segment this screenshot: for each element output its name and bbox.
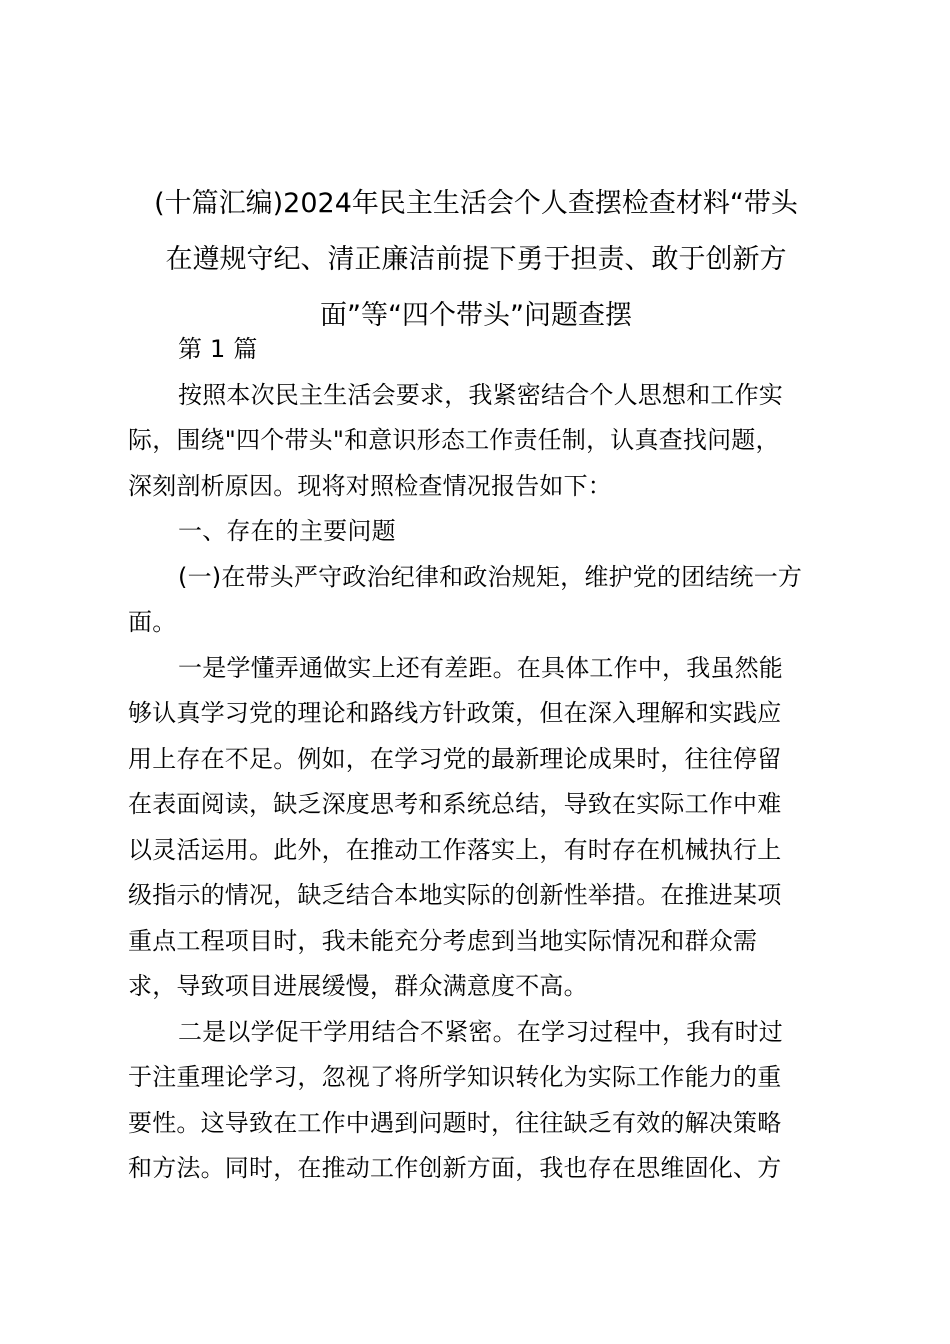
paragraph-intro — [128, 373, 828, 510]
paragraph-line: 一是学懂弄通做实上还有差距。在具体工作中，我虽然能 — [178, 653, 783, 682]
paragraph-line: 用上存在不足。例如，在学习党的最新理论成果时，往往停留 — [128, 744, 782, 773]
paragraph-line: 求，导致项目进展缓慢，群众满意度不高。 — [128, 972, 588, 1000]
paragraph-line: 面。 — [128, 608, 177, 636]
paragraph-line: 要性。这导致在工作中遇到问题时，往往缺乏有效的解决策略 — [128, 1108, 782, 1137]
paragraph-line: 深刻剖析原因。现将对照检查情况报告如下： — [128, 471, 612, 500]
title-line: (十篇汇编)2024年民主生活会个人查摆检查材料“带头 — [154, 188, 798, 219]
paragraph-line: 际，围绕"四个带头"和意识形态工作责任制，认真查找问题， — [128, 426, 780, 454]
paragraph-point-1 — [128, 646, 828, 1010]
document-body — [128, 327, 828, 1192]
paragraph-line: 于注重理论学习，忽视了将所学知识转化为实际工作能力的重 — [128, 1063, 782, 1091]
paragraph-line: 二是以学促干学用结合不紧密。在学习过程中，我有时过 — [178, 1017, 783, 1046]
paragraph-line: 和方法。同时，在推动工作创新方面，我也存在思维固化、方 — [128, 1154, 782, 1182]
paragraph-line: 级指示的情况，缺乏结合本地实际的创新性举措。在推进某项 — [128, 881, 782, 909]
paragraph-line: (一)在带头严守政治纪律和政治规矩，维护党的团结统一方 — [178, 562, 803, 591]
paragraph-line: 以灵活运用。此外，在推动工作落实上，有时存在机械执行上 — [128, 835, 782, 864]
paragraph-line: 重点工程项目时，我未能充分考虑到当地实际情况和群众需 — [128, 926, 758, 955]
heading-subsection-1 — [128, 555, 828, 646]
paragraph-point-2 — [128, 1010, 828, 1192]
title-line: 面”等“四个带头”问题查摆 — [320, 300, 632, 331]
paragraph-line: 在表面阅读，缺乏深度思考和系统总结，导致在实际工作中难 — [128, 790, 782, 818]
heading-main-problems — [128, 509, 828, 555]
paragraph-line: 一、存在的主要问题 — [178, 517, 396, 545]
document-title — [120, 176, 832, 344]
paragraph-line: 按照本次民主生活会要求，我紧密结合个人思想和工作实 — [178, 380, 783, 409]
title-line: 在遵规守纪、清正廉洁前提下勇于担责、敢于创新方 — [165, 244, 787, 275]
paragraph-line: 够认真学习党的理论和路线方针政策，但在深入理解和实践应 — [128, 699, 782, 727]
section-label: 第 1 篇 — [178, 335, 258, 363]
